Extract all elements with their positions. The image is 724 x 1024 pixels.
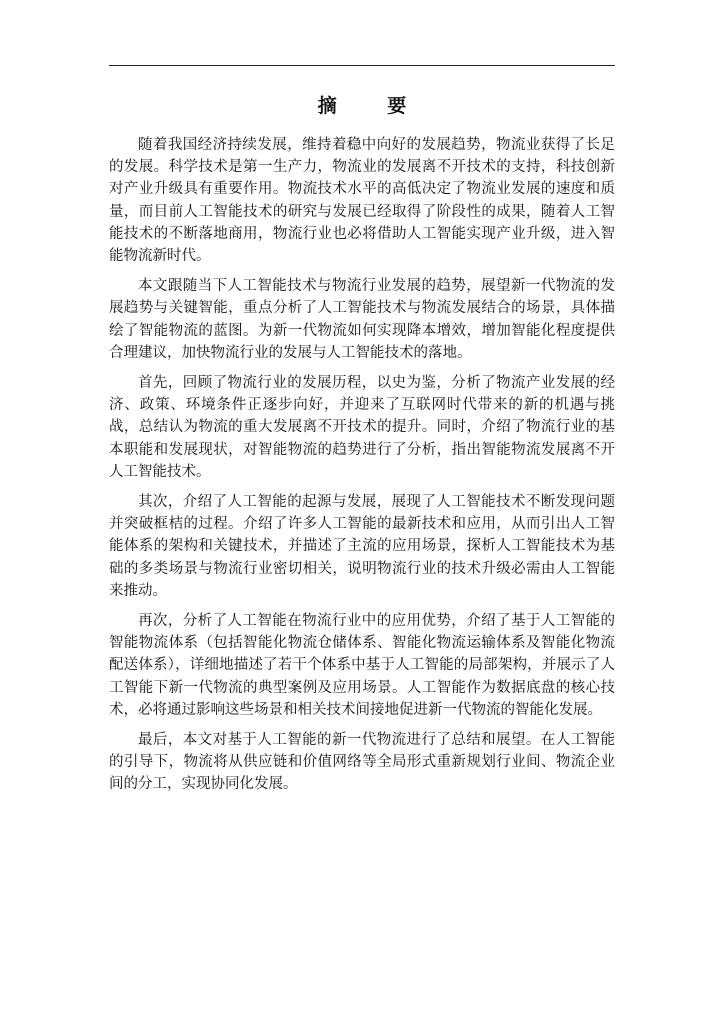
abstract-paragraph: 本文跟随当下人工智能技术与物流行业发展的趋势，展望新一代物流的发展趋势与关键智能，重点分析了人工智能技术与物流发展结合的场景，具体描绘了智能物流的蓝图。为新一代物流如何实现降本增效，增加智能化程度提供合理建议，加快物流行业的发展与人工智能技术的落地。 (109, 278, 615, 361)
abstract-paragraph: 再次，分析了人工智能在物流行业中的应用优势，介绍了基于人工智能的智能物流体系（包括智能化物流仓储体系、智能化物流运输体系及智能化物流配送体系），详细地描述了若干个体系中基于人工智能的局部架构，并展示了人工智能下新一代物流的典型案例及应用场景。人工智能作为数据底盘的核心技术，必将通过影响这些场景和相关技术间接地促进新一代物流的智能化发展。 (109, 613, 615, 718)
abstract-body (109, 134, 615, 804)
abstract-paragraph: 随着我国经济持续发展，维持着稳中向好的发展趋势，物流业获得了长足的发展。科学技术是第一生产力，物流业的发展离不开技术的支持，科技创新对产业升级具有重要作用。物流技术水平的高低决定了物流业发展的速度和质量，而目前人工智能技术的研究与发展已经取得了阶段性的成果，随着人工智能技术的不断落地商用，物流行业也必将借助人工智能实现产业升级，进入智能物流新时代。 (109, 137, 615, 265)
abstract-paragraph: 最后，本文对基于人工智能的新一代物流进行了总结和展望。在人工智能的引导下，物流将从供应链和价值网络等全局形式重新规划行业间、物流企业间的分工，实现协同化发展。 (109, 732, 615, 793)
header-rule (109, 65, 615, 66)
abstract-paragraph: 其次，介绍了人工智能的起源与发展，展现了人工智能技术不断发现问题并突破框桔的过程。介绍了许多人工智能的最新技术和应用，从而引出人工智能体系的架构和关键技术，并描述了主流的应用场景，探析人工智能技术为基础的多类场景与物流行业密切相关，说明物流行业的技术升级必需由人工智能来推动。 (109, 494, 615, 599)
abstract-title: 摘 要 (317, 95, 429, 117)
abstract-paragraph: 首先，回顾了物流行业的发展历程，以史为鉴，分析了物流产业发展的经济、政策、环境条件正逐步向好，并迎来了互联网时代带来的新的机遇与挑战，总结认为物流的重大发展离不开技术的提升。同时，介绍了物流行业的基本职能和发展现状，对智能物流的趋势进行了分析，指出智能物流发展离不开人工智能技术。 (109, 375, 615, 480)
